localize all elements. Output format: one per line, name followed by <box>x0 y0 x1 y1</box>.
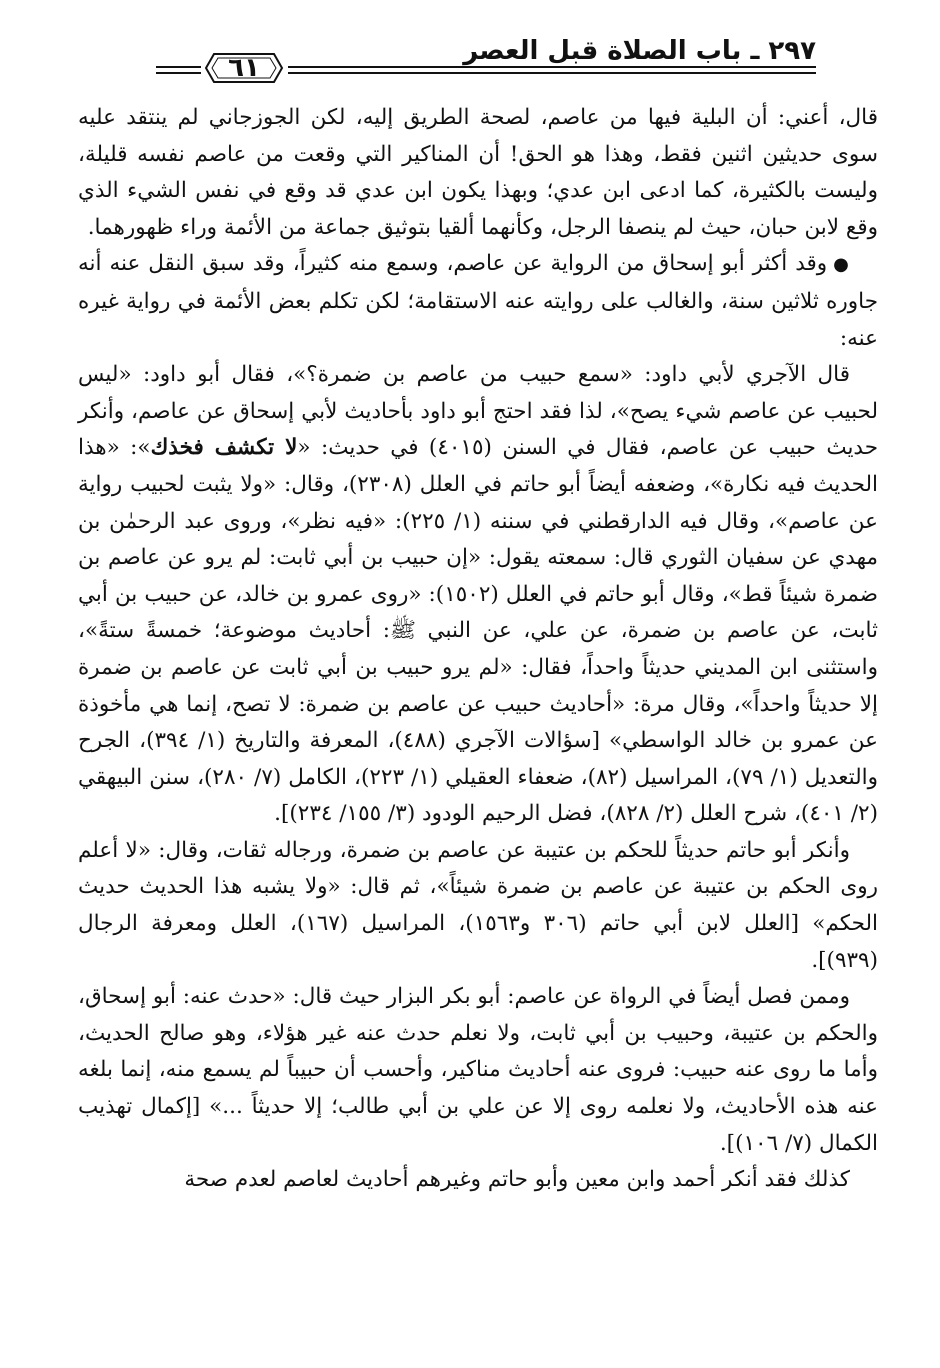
header-rule <box>288 66 816 68</box>
paragraph <box>78 246 878 357</box>
paragraph-text: وقد أكثر أبو إسحاق من الرواية عن عاصم، وسمع منه كثيراً، وقد سبق النقل عنه أنه جاوره ثلاثين سنة، والغالب على روايته عنه الاستقامة؛ لكن تكلم بعض الأئمة في رواية غيره عنه: <box>78 251 878 351</box>
hadith-quote-bold: لا تكشف فخذك <box>150 435 298 461</box>
paragraph <box>78 979 878 1162</box>
header-rule <box>156 72 201 74</box>
paragraph-text: وممن فصل أيضاً في الرواة عن عاصم: أبو بكر البزار حيث قال: «حدث عنه: أبو إسحاق، والحكم بن عتيبة، وحبيب بن أبي ثابت، ولا نعلم حدث عنه غير هؤلاء، وهو صالح الحديث، وأما ما روى عنه حبيب: فروى عنه أحاديث مناكير، وأحسب أن حبيباً لم يسمع منه، إنما بلغه عنه هذه الأحاديث، ولا نعلمه روى إلا عن علي بن أبي طالب؛ إلا حديثاً ...» [إكمال تهذيب الكمال (٧/ ١٠٦)]. <box>78 984 878 1156</box>
paragraph-text: وأنكر أبو حاتم حديثاً للحكم بن عتيبة عن عاصم بن ضمرة، ورجاله ثقات، وقال: «لا أعلم روى الحكم بن عتيبة عن عاصم بن ضمرة شيئاً»، ثم قال: «ولا يشبه هذا الحديث حديث الحكم» [العلل لابن أبي حاتم (٣٠٦ و١٥٦٣)، المراسيل (١٦٧)، العلل ومعرفة الرجال (٩٣٩)]. <box>78 837 878 973</box>
header-rule <box>156 66 201 68</box>
paragraph <box>78 1162 878 1199</box>
bullet-icon: ● <box>833 254 850 276</box>
paragraph <box>78 357 878 833</box>
page-number: ٦١ <box>228 53 260 83</box>
paragraph-text: »: «هذا الحديث فيه نكارة»، وضعفه أيضاً أبو حاتم في العلل (٢٣٠٨)، وقال: «ولا يثبت لحبيب رواية عن عاصم»، وقال فيه الدارقطني في سننه (١/ ٢٢٥): «فيه نظر»، وروى عبد الرحمٰن بن مهدي عن سفيان الثوري قال: سمعته يقول: «إن حبيب بن أبي ثابت: لم يرو عن عاصم بن ضمرة شيئاً قط»، وقال أبو حاتم في العلل (١٥٠٢): «روى عمرو بن خالد، عن حبيب بن أبي ثابت، عن عاصم بن ضمرة، عن علي، عن النبي ﷺ: أحاديث موضوعة؛ خمسةً ستةً»، واستثنى ابن المديني حديثاً واحداً، فقال: «لم يرو حبيب بن أبي ثابت عن عاصم بن ضمرة إلا حديثاً واحداً»، وقال مرة: «أحاديث حبيب عن عاصم بن ضمرة: لا تصح، إنما هي مأخوذة عن عمرو بن خالد الواسطي» [سؤالات الآجري (٤٨٨)، المعرفة والتاريخ (١/ ٣٩٤)، الجرح والتعديل (١/ ٧٩)، المراسيل (٨٢)، ضعفاء العقيلي (١/ ٢٢٣)، الكامل (٧/ ٢٨٠)، سنن البيهقي (٢/ ٤٠١)، شرح العلل (٢/ ٨٢٨)، فضل الرحيم الودود (٣/ ١٥٥/ ٢٣٤)]. <box>78 435 879 827</box>
paragraph <box>78 833 878 979</box>
running-title: ٢٩٧ ـ باب الصلاة قبل العصر <box>463 36 816 66</box>
page-number-frame <box>204 50 284 86</box>
header-rule <box>288 72 816 74</box>
paragraph-text: كذلك فقد أنكر أحمد وابن معين وأبو حاتم وغيرهم أحاديث لعاصم لعدم صحة <box>184 1167 850 1193</box>
body-text <box>78 100 878 1199</box>
page-header <box>78 0 878 100</box>
paragraph <box>78 100 878 246</box>
paragraph-text: قال، أعني: أن البلية فيها من عاصم، لصحة الطريق إليه، لكن الجوزجاني لم ينتقد عليه سوى حديثين اثنين فقط، وهذا هو الحق! أن المناكير التي وقعت من عاصم نفسه قليلة، وليست بالكثيرة، كما ادعى ابن عدي؛ وبهذا يكون ابن عدي قد وقع في نفس الشيء الذي وقع لابن حبان، حيث لم ينصفا الرجل، وكأنهما ألقيا بتوثيق جماعة من الأئمة وراء ظهورهما. <box>78 105 878 240</box>
paragraph-text: قال الآجري لأبي داود: «سمع حبيب من عاصم بن ضمرة؟»، فقال أبو داود: «ليس لحبيب عن عاصم شيء يصح»، لذا فقد احتج أبو داود بأحاديث لأبي إسحاق عن عاصم، وأنكر حديث حبيب عن عاصم، فقال في السنن (٤٠١٥) في حديث: « <box>78 362 878 461</box>
